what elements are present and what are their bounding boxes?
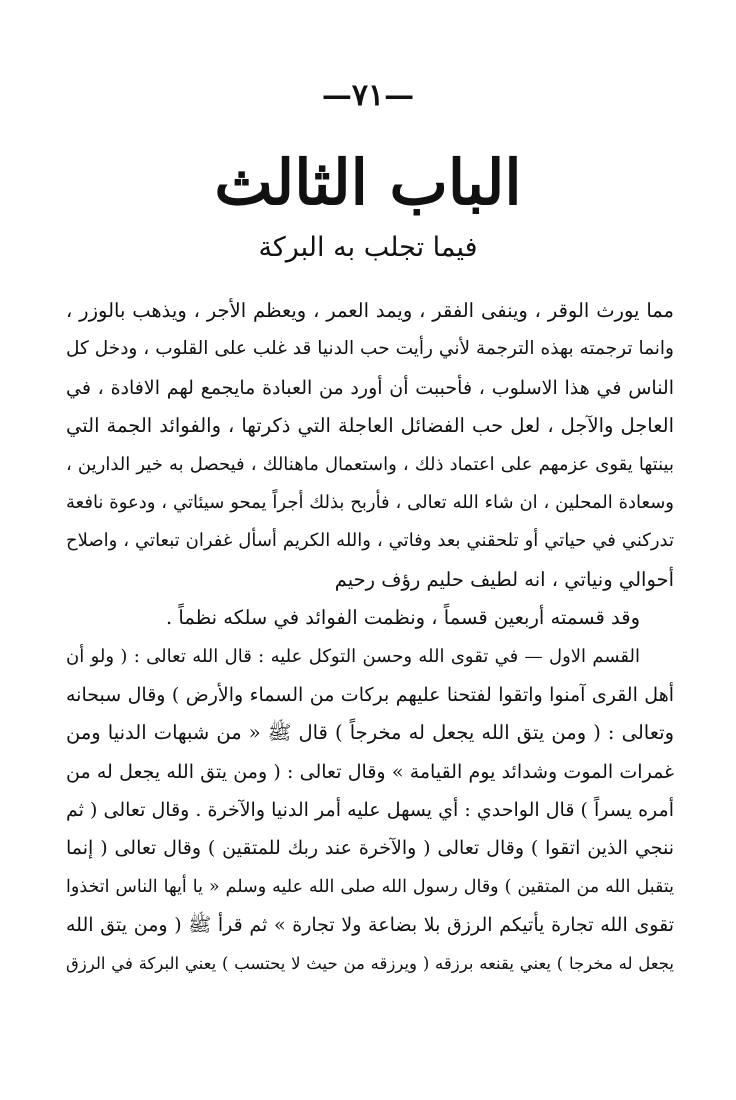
chapter-title: الباب الثالث: [214, 146, 522, 219]
text-line: مما يورث الوقر ، وينفى الفقر ، ويمد العمر ، ويعظم الأجر ، ويذهب بالوزر ،: [66, 299, 674, 322]
text-line: أهل القرى آمنوا واتقوا لفتحنا عليهم بركات من السماء والأرض ) وقال سبحانه: [66, 683, 674, 706]
text-line: أحوالي ونياتي ، انه لطيف حليم رؤف رحيم: [334, 567, 674, 591]
text-line: يتقبل الله من المتقين ) وقال رسول الله صلى الله عليه وسلم « يا أيها الناس اتخذوا: [66, 876, 674, 897]
text-line: العاجل والآجل ، لعل حب الفضائل العاجلة التي ذكرتها ، والفوائد الجمة التي: [66, 414, 674, 438]
page-number: —٧١—: [321, 78, 415, 113]
text-line: أمره يسراً ) قال الواحدي : أي يسهل عليه أمر الدنيا والآخرة . وقال تعالى ( ثم: [66, 799, 674, 822]
text-line: وانما ترجمته بهذه الترجمة لأني رأيت حب الدنيا قد غلب على القلوب ، ودخل كل: [66, 338, 674, 360]
text-line: ننجي الذين اتقوا ) وقال تعالى ( والآخرة عند ربك للمتقين ) وقال تعالى ( إنما: [66, 837, 674, 860]
text-line: غمرات الموت وشدائد يوم القيامة » وقال تعالى : ( ومن يتق الله يجعل له من: [66, 760, 674, 783]
text-line: تقوى الله تجارة يأتيكم الرزق بلا بضاعة ولا تجارة » ثم قرأ ﷺ ( ومن يتق الله: [66, 914, 674, 937]
text-line: الناس في هذا الاسلوب ، فأحببت أن أورد من العبادة مايجمع لهم الافادة ، في: [66, 376, 674, 399]
text-line: تدركني في حياتي أو تلحقني بعد وفاتي ، والله الكريم أسأل غفران تبعاتي ، واصلاح: [66, 530, 674, 552]
text-line: وسعادة المحلين ، ان شاء الله تعالى ، فأربح بذلك أجراً يمحو سيئاتي ، ودعوة نافعة: [66, 491, 674, 513]
text-line: وتعالى : ( ومن يتق الله يجعل له مخرجاً ) قال ﷺ « من شبهات الدنيا ومن: [66, 721, 674, 745]
body-text: [66, 292, 674, 983]
text-line: بينتها يقوى عزمهم على اعتماد ذلك ، واستعمال ماهنالك ، فيحصل به خير الدارين ،: [66, 453, 674, 475]
text-line: يجعل له مخرجا ) يعني يقنعه برزقه ( ويرزقه من حيث لا يحتسب ) يعني البركة في الرزق: [66, 953, 674, 973]
text-line: وقد قسمته أربعين قسماً ، ونظمت الفوائد في سلكه نظماً .: [166, 606, 640, 630]
text-line: القسم الاول — في تقوى الله وحسن التوكل عليه : قال الله تعالى : ( ولو أن: [66, 645, 640, 667]
chapter-subtitle: فيما تجلب به البركة: [258, 232, 478, 263]
